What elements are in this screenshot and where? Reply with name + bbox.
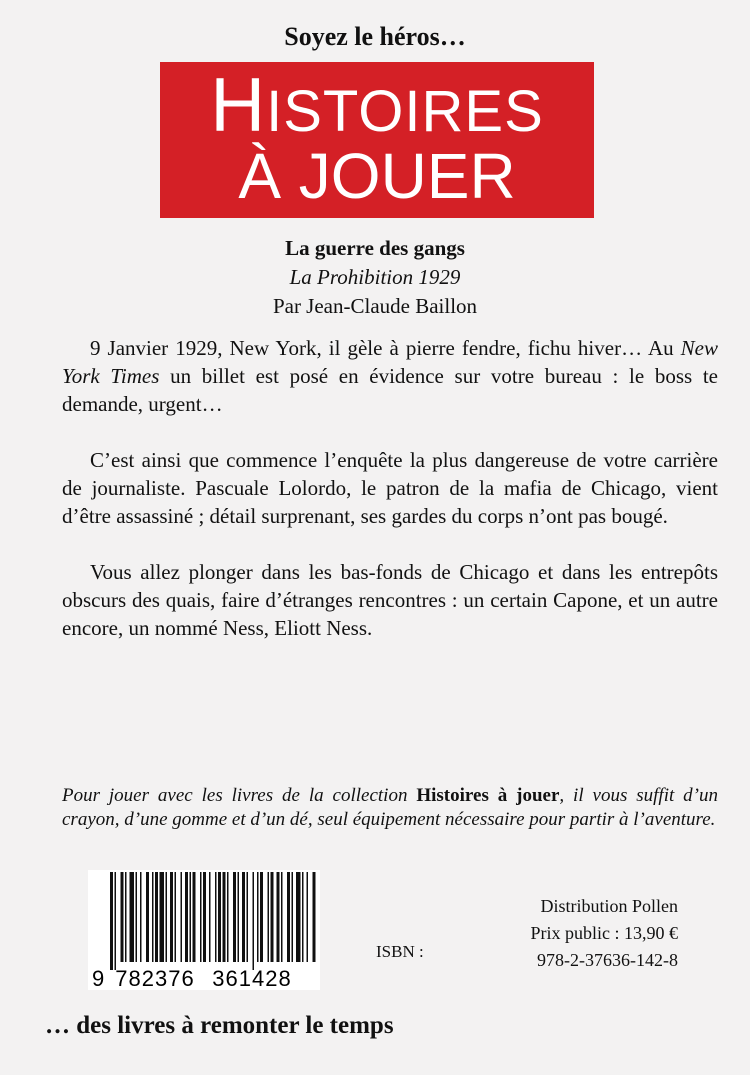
logo-initial: H	[210, 63, 267, 148]
newspaper-name: New York Times	[62, 336, 718, 388]
barcode-bar	[190, 872, 192, 962]
barcode-bar	[209, 872, 211, 962]
logo-line-2: À JOUER	[238, 140, 516, 212]
logo-word: ISTOIRES	[266, 79, 544, 144]
barcode-bar	[218, 872, 221, 962]
barcode-bar	[238, 872, 240, 962]
distribution-block	[470, 893, 678, 974]
blurb-p1-text: 9 Janvier 1929, New York, il gèle à pierre fendre, fichu hiver… Au	[90, 336, 681, 360]
isbn-value: 978-2-37636-142-8	[537, 950, 678, 970]
distributor-name: Distribution Pollen	[540, 896, 678, 916]
barcode-bar	[227, 872, 229, 962]
barcode-bar	[136, 872, 138, 962]
book-author: Par Jean-Claude Baillon	[272, 294, 478, 318]
blurb-paragraph-1	[62, 334, 718, 418]
collection-notice	[62, 784, 718, 832]
barcode-bar	[313, 872, 316, 962]
barcode-bar	[292, 872, 294, 962]
barcode-bar	[281, 872, 283, 962]
barcode-bar	[203, 872, 206, 962]
header-tagline: Soyez le héros…	[284, 22, 466, 51]
barcode-bar	[115, 872, 117, 970]
barcode-bar	[277, 872, 280, 962]
barcode-bar	[223, 872, 226, 962]
barcode-bar	[200, 872, 202, 962]
series-logo	[160, 62, 594, 218]
barcode-bar	[125, 872, 127, 962]
blurb	[62, 334, 718, 670]
barcode-bar	[247, 872, 249, 962]
barcode	[88, 870, 320, 990]
barcode-bar	[146, 872, 149, 962]
barcode-bar	[175, 872, 177, 962]
barcode-graphic	[88, 870, 320, 990]
blurb-paragraph-2: C’est ainsi que commence l’enquête la plus dangereuse de votre carrière de journaliste. Pascuale Lolordo, le patron de la mafia de Chicago, vient d’être assassiné ; détail surprenant, ses gardes du corps n’ont pas bougé.	[62, 448, 718, 528]
barcode-bar	[296, 872, 301, 962]
barcode-bar	[181, 872, 183, 962]
barcode-bar	[253, 872, 255, 970]
notice-text: Pour jouer avec les livres de la collection	[62, 785, 417, 806]
book-title: La guerre des gangs	[285, 236, 465, 260]
barcode-bar	[242, 872, 245, 962]
barcode-bar	[193, 872, 196, 962]
barcode-bar	[215, 872, 217, 962]
barcode-group-1: 782376	[115, 966, 195, 990]
barcode-bar	[160, 872, 165, 962]
barcode-bar	[302, 872, 304, 962]
footer-tagline: … des livres à remonter le temps	[45, 1012, 394, 1039]
barcode-bar	[271, 872, 274, 962]
public-price: Prix public : 13,90 €	[530, 923, 678, 943]
barcode-bar	[233, 872, 236, 962]
isbn-label: ISBN :	[376, 942, 424, 961]
barcode-bar	[110, 872, 113, 970]
title-block	[0, 234, 750, 321]
collection-name: Histoires à jouer	[416, 785, 560, 806]
blurb-paragraph-3: Vous allez plonger dans les bas-fonds de Chicago et dans les entrepôts obscurs des quais, faire d’étranges rencontres : un certain Capone, et un autre encore, un nommé Ness, Eliott Ness.	[62, 560, 718, 640]
barcode-bar	[130, 872, 135, 962]
barcode-bar	[260, 872, 263, 962]
barcode-bar	[166, 872, 168, 962]
barcode-first-digit: 9	[92, 966, 105, 990]
notice-text-end: , il vous suffit d’un crayon, d’une gomme et d’un dé, seul équipement nécessaire pour partir à l’aventure.	[62, 785, 718, 830]
blurb-p1-text-end: un billet est posé en évidence sur votre bureau : le boss te demande, urgent…	[62, 364, 718, 416]
barcode-bar	[121, 872, 124, 962]
barcode-bar	[170, 872, 173, 962]
barcode-group-2: 361428	[212, 966, 292, 990]
barcode-bar	[152, 872, 154, 962]
barcode-bar	[268, 872, 270, 962]
barcode-bar	[287, 872, 290, 962]
barcode-bar	[185, 872, 188, 962]
barcode-bar	[155, 872, 158, 962]
book-subtitle: La Prohibition 1929	[289, 265, 461, 289]
barcode-bar	[307, 872, 309, 962]
barcode-bar	[140, 872, 142, 962]
barcode-bar	[257, 872, 259, 962]
